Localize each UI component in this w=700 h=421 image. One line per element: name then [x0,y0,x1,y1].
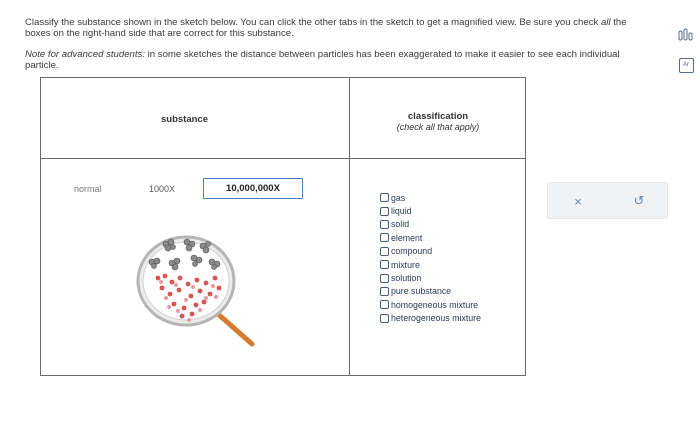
classification-options [380,191,481,325]
checkbox[interactable] [380,233,389,242]
undo-icon[interactable]: ↺ [633,193,645,208]
checkbox[interactable] [380,260,389,269]
option-liquid[interactable]: liquid [380,204,481,217]
instructions: Classify the substance shown in the sketch below. You can click the other tabs in the sketch to get a magnified view. Be sure you check all the boxes on the right-hand side that are correct for this substance. [25,17,627,39]
data-tables-icon[interactable] [678,27,694,43]
option-solution[interactable]: solution [380,271,481,284]
classification-header: classification (check all that apply) [396,111,480,132]
question-prompt [25,17,650,81]
tab-10000000x[interactable]: 10,000,000X [203,178,303,199]
option-solid[interactable]: solid [380,218,481,231]
checkbox[interactable] [380,220,389,229]
answer-actions [547,182,668,219]
tab-normal[interactable]: normal [74,184,102,194]
checkbox[interactable] [380,314,389,323]
option-compound[interactable]: compound [380,245,481,258]
row-divider [41,158,525,159]
checkbox[interactable] [380,287,389,296]
periodic-table-icon[interactable]: Ar [678,57,694,73]
option-pure-substance[interactable]: pure substance [380,285,481,298]
option-heterogeneous-mixture[interactable]: heterogeneous mixture [380,312,481,325]
tab-1000x[interactable]: 1000X [149,184,176,194]
magnified-view [134,228,264,353]
checkbox[interactable] [380,274,389,283]
option-mixture[interactable]: mixture [380,258,481,271]
substance-header: substance [161,114,208,125]
sketch-panel [40,77,526,376]
advanced-note: Note for advanced students: in some sketches the distance between particles has been exaggerated to make it easier to see each individual particle. [25,49,620,71]
option-gas[interactable]: gas [380,191,481,204]
option-element[interactable]: element [380,231,481,244]
side-toolbar [677,27,695,73]
checkbox[interactable] [380,300,389,309]
checkbox[interactable] [380,193,389,202]
x-icon[interactable]: × [574,193,582,209]
magnifier-handle [218,314,252,344]
option-homogeneous-mixture[interactable]: homogeneous mixture [380,298,481,311]
checkbox[interactable] [380,247,389,256]
checkbox[interactable] [380,207,389,216]
